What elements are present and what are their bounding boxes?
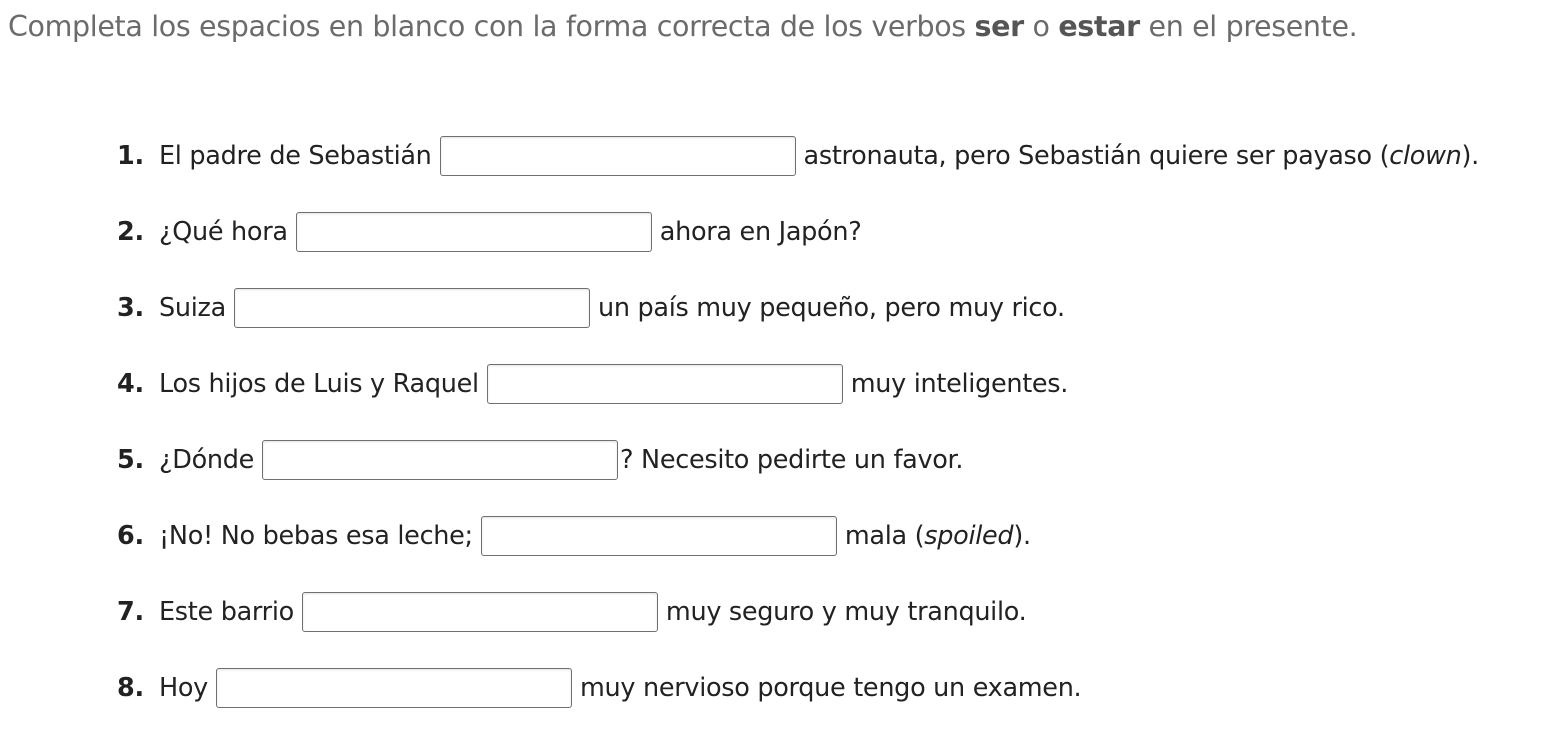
item-text-before: ¡No! No bebas esa leche; [159, 521, 473, 551]
item-number: 3. [117, 293, 144, 323]
exercise-list [117, 133, 1479, 741]
instructions-after: en el presente. [1139, 10, 1358, 43]
verb-estar: estar [1058, 10, 1140, 43]
item-number: 1. [117, 141, 144, 171]
item-text-after-main: mala ( [844, 521, 925, 551]
item-number: 6. [117, 521, 144, 551]
item-text-before: ¿Qué hora [159, 217, 288, 247]
exercise-item-1 [117, 133, 1479, 179]
item-text-after-end: ). [1013, 521, 1031, 551]
item-text-after: un país muy pequeño, pero muy rico. [597, 293, 1065, 323]
answer-input-3[interactable] [234, 288, 590, 328]
exercise-item-6 [117, 513, 1479, 559]
instructions-before: Completa los espacios en blanco con la forma correcta de los verbos [8, 10, 975, 43]
instructions-text [8, 6, 1357, 48]
item-text-before: Los hijos de Luis y Raquel [159, 369, 479, 399]
item-text-before: Este barrio [159, 597, 294, 627]
exercise-item-4 [117, 361, 1479, 407]
item-text-before: ¿Dónde [159, 445, 255, 475]
item-text-before: Hoy [159, 673, 208, 703]
exercise-item-3 [117, 285, 1479, 331]
item-text-after: muy nervioso porque tengo un examen. [579, 673, 1082, 703]
answer-input-1[interactable] [440, 136, 796, 176]
item-number: 5. [117, 445, 144, 475]
item-number: 2. [117, 217, 144, 247]
item-text-after-main: astronauta, pero Sebastián quiere ser payaso ( [803, 141, 1390, 171]
item-text-after-end: ). [1461, 141, 1479, 171]
item-text-after [804, 141, 1479, 171]
exercise-item-8 [117, 665, 1479, 711]
item-text-before: Suiza [159, 293, 226, 323]
item-number: 7. [117, 597, 144, 627]
item-text-after: ahora en Japón? [659, 217, 862, 247]
item-text-after: ? Necesito pedirte un favor. [620, 445, 964, 475]
answer-input-5[interactable] [262, 440, 618, 480]
exercise-item-7 [117, 589, 1479, 635]
item-italic-word: spoiled [924, 521, 1014, 551]
answer-input-8[interactable] [216, 668, 572, 708]
answer-input-7[interactable] [302, 592, 658, 632]
item-number: 8. [117, 673, 144, 703]
answer-input-2[interactable] [296, 212, 652, 252]
instructions-middle: o [1023, 10, 1059, 43]
exercise-item-2 [117, 209, 1479, 255]
item-text-after: muy inteligentes. [850, 369, 1069, 399]
answer-input-4[interactable] [487, 364, 843, 404]
verb-ser: ser [974, 10, 1024, 43]
exercise-item-5 [117, 437, 1479, 483]
item-italic-word: clown [1389, 141, 1462, 171]
answer-input-6[interactable] [481, 516, 837, 556]
item-text-after [845, 521, 1031, 551]
item-text-before: El padre de Sebastián [159, 141, 432, 171]
item-number: 4. [117, 369, 144, 399]
item-text-after: muy seguro y muy tranquilo. [665, 597, 1027, 627]
